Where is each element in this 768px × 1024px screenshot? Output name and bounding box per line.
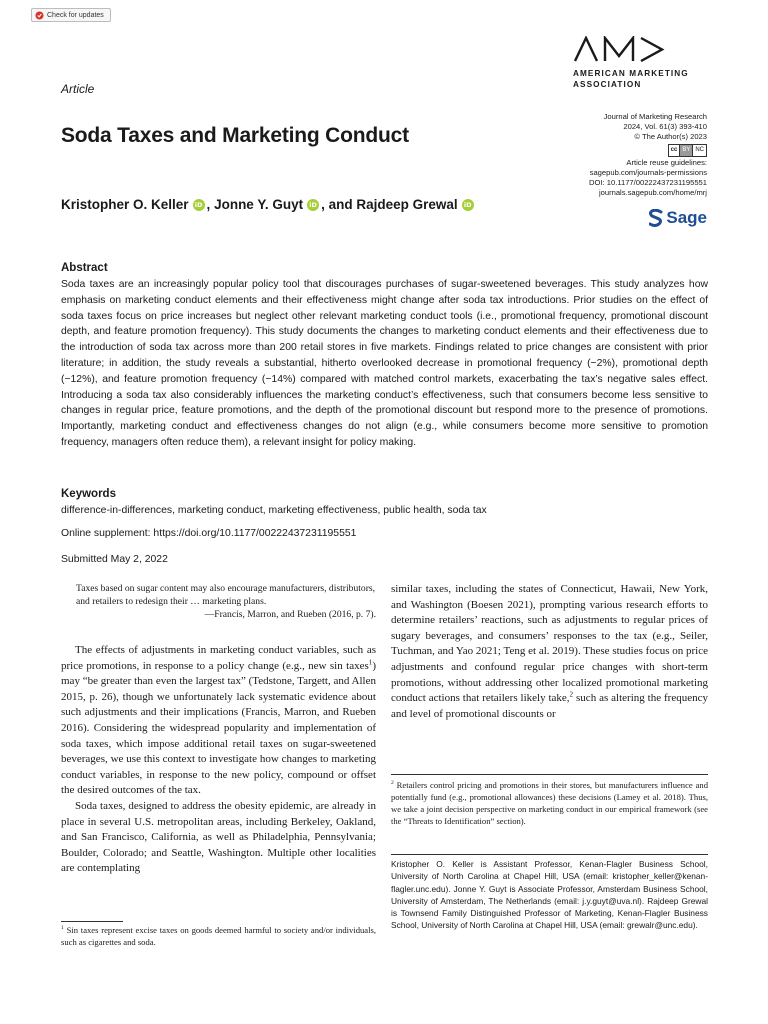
sage-logo bbox=[649, 208, 707, 228]
online-supplement-link[interactable]: Online supplement: https://doi.org/10.1177/00222437231195551 bbox=[61, 528, 357, 539]
journal-copyright: © The Author(s) 2023 bbox=[634, 132, 707, 142]
reuse-link[interactable]: sagepub.com/journals-permissions bbox=[589, 167, 707, 177]
author-list bbox=[61, 197, 476, 212]
cc-license-badge[interactable]: cc BY NC bbox=[668, 144, 707, 157]
reuse-label: Article reuse guidelines: bbox=[626, 157, 707, 167]
orcid-icon[interactable]: iD bbox=[462, 199, 474, 211]
doi[interactable]: DOI: 10.1177/00222437231195551 bbox=[589, 178, 707, 188]
journal-volume: 2024, Vol. 61(3) 393-410 bbox=[623, 122, 707, 132]
footnote-divider bbox=[391, 774, 708, 775]
abstract-heading: Abstract bbox=[61, 262, 108, 274]
author-affiliations: Kristopher O. Keller is Assistant Professor, Kenan-Flagler Business School, University of North Carolina at Chapel Hill, USA (email: kristopher_keller@kenan-flagler.unc.edu). Jonne Y. Guyt is Associate Professor, Amsterdam Business School, University of Amsterdam, The Netherlands (email: j.y.guyt@uva.nl). Rajdeep Grewal is Townsend Family Distinguished Professor of Marketing, Kenan-Flagler Business School, University of North Carolina at Chapel Hill, USA (email: grewalr@unc.edu). bbox=[391, 859, 708, 931]
ama-logo bbox=[573, 36, 708, 90]
body-paragraph: similar taxes, including the states of Connecticut, Hawaii, New York, and Washington (Boesen 2021), prompting various research efforts to determine retailers’ reactions, such as adjustments to regular prices of sugary beverages, and consumers’ responses to the tax (e.g., Seiler, Tuchman, and Yao 2021; Teng et al. 2019). These studies focus on price adjustments and confound regular price changes with short-term promotions, without addressing other localized promotional marketing conduct actions that retailers likely take,$^2$ such as altering the frequency and level of promotional discounts or bbox=[391, 583, 708, 720]
author-name: Rajdeep Grewal bbox=[356, 197, 458, 212]
check-for-updates-label: Check for updates bbox=[47, 11, 104, 19]
ama-line2: ASSOCIATION bbox=[573, 80, 642, 89]
body-column-left bbox=[61, 643, 376, 877]
footnote: $^2$ Retailers control pricing and promotions in their stores, but manufacturers influence and potentially fund (e.g., promotional allowances) these decisions (Lamey et al. 2018). Thus, we take a joint decision perspective on marketing conduct in our empirical framework (see the “Threats to Identification” section). bbox=[391, 780, 708, 826]
author-separator: , bbox=[206, 197, 215, 212]
journal-info bbox=[589, 112, 707, 198]
journal-homepage-link[interactable]: journals.sagepub.com/home/mrj bbox=[598, 188, 707, 198]
epigraph bbox=[76, 582, 376, 621]
update-badge-icon bbox=[35, 11, 44, 20]
orcid-icon[interactable]: iD bbox=[193, 199, 205, 211]
ama-line1: AMERICAN MARKETING bbox=[573, 69, 689, 78]
orcid-icon[interactable]: iD bbox=[307, 199, 319, 211]
epigraph-attribution: —Francis, Marron, and Rueben (2016, p. 7). bbox=[204, 609, 376, 620]
sage-name: Sage bbox=[666, 208, 707, 227]
footnote-divider bbox=[61, 921, 123, 922]
epigraph-quote: Taxes based on sugar content may also encourage manufacturers, distributors, and retailers to redesign their … marketing plans. bbox=[76, 583, 376, 607]
footnote-ref[interactable]: 1 bbox=[368, 657, 373, 666]
author-name: Kristopher O. Keller bbox=[61, 197, 189, 212]
body-paragraph: The effects of adjustments in marketing conduct variables, such as price promotions, in response to a policy change (e.g., new sin taxes$^1$) may “be greater than even the largest tax” (Tedstone, Targett, and Allen 2015, p. 26), though we unfortunately lack systematic evidence about such adjustments and their implications (Francis, Marron, and Rueben 2016). Considering the widespread popularity and implementation of soda taxes, which impose additional retail taxes on sugar-sweetened beverages, we use this context to investigate how changes to marketing conduct variables, in response to the new policy, compound or offset the desired outcomes of the tax. bbox=[61, 644, 376, 797]
submitted-date: Submitted May 2, 2022 bbox=[61, 554, 168, 565]
ama-mark-icon bbox=[573, 36, 665, 62]
body-paragraph: Soda taxes, designed to address the obesity epidemic, are already in place in several U.S. metropolitan areas, including Berkeley, Oakland, and San Francisco, California, as well as Philadelphia, Pennsylvania; Boulder, Colorado; and Seattle, Washington. Multiple other localities are contemplating bbox=[61, 799, 376, 875]
keywords-list: difference-in-differences, marketing conduct, marketing effectiveness, public health, soda tax bbox=[61, 505, 487, 516]
affiliation-divider bbox=[391, 854, 708, 855]
check-for-updates-button[interactable] bbox=[31, 8, 111, 22]
journal-name: Journal of Marketing Research bbox=[603, 112, 707, 121]
article-type: Article bbox=[61, 82, 95, 96]
body-column-right bbox=[391, 582, 708, 722]
author-name: Jonne Y. Guyt bbox=[214, 197, 304, 212]
footnote-ref[interactable]: 2 bbox=[569, 690, 574, 699]
footnote: $^1$ Sin taxes represent excise taxes on goods deemed harmful to society and/or individuals, such as cigarettes and soda. bbox=[61, 925, 376, 947]
author-separator: , and bbox=[321, 197, 357, 212]
abstract-body: Soda taxes are an increasingly popular policy tool that discourages purchases of sugar-sweetened beverages. This study analyzes how emphasis on marketing conduct elements and their effectiveness might change after soda tax introductions. Prior studies on the effect of soda taxes focus on price increases but neglect other relevant marketing conduct tools (i.e., promotional frequency, promotional discount depth, and feature promotion frequency). This study documents the changes to marketing conduct elements and their effectiveness due to the introduction of soda tax across more than 200 retail stores in five markets. Findings related to price changes are consistent with prior literature; in addition, the study reveals a substantial, hitherto overlooked decrease in promotional frequency (−2%), promotional depth (−12%), and feature promotion frequency (−14%) compared with matched control markets, exacerbating the tax’s negative sales effect. Introducing a soda tax also considerably influences the marketing conduct’s effectiveness, such that consumers become less sensitive to changes in regular price, feature promotions, and the depth of the promotional discount but respond more to the presence of promotions. Importantly, marketing conduct and effectiveness changes do not align (e.g., while consumers become more sensitive to promotion frequency, managers often reduce them), a relevant insight for policy making. bbox=[61, 279, 708, 448]
keywords-heading: Keywords bbox=[61, 488, 116, 500]
sage-s-icon bbox=[649, 209, 663, 227]
page-title: Soda Taxes and Marketing Conduct bbox=[61, 124, 409, 147]
